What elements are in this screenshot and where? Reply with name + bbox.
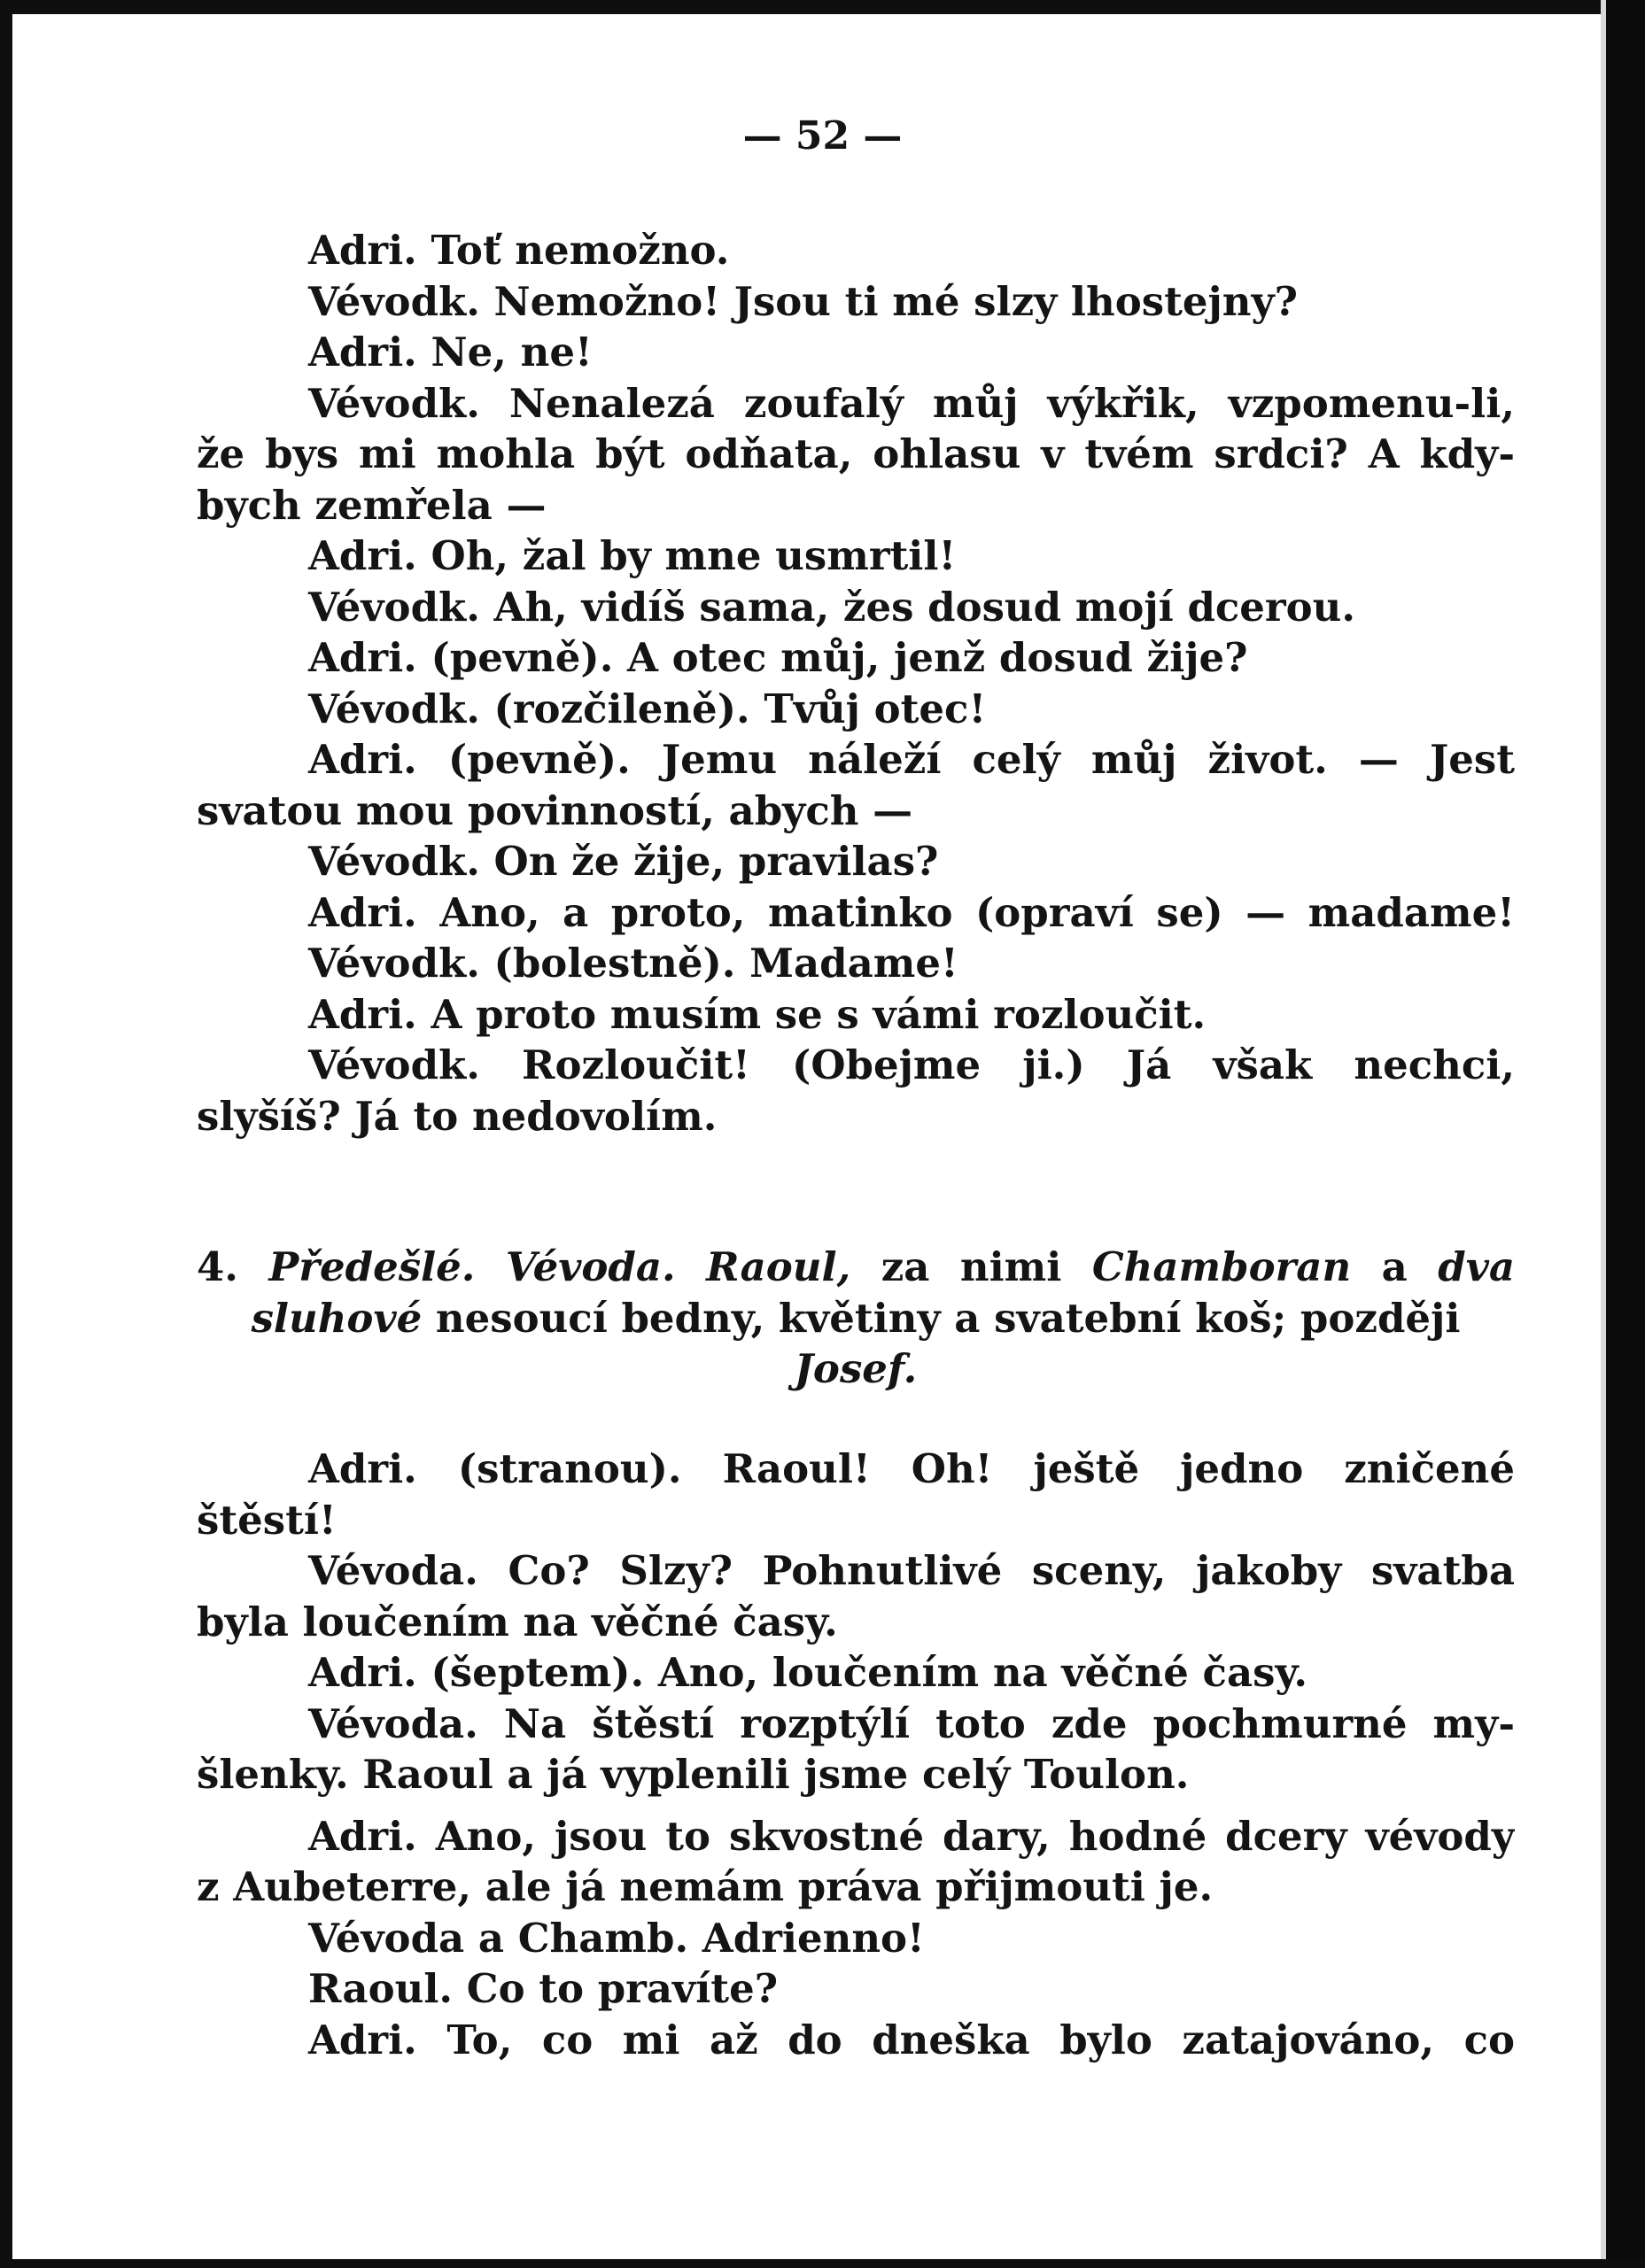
- text-line: Vévodk. Nenalezá zoufalý můj výkřik, vzpomenu-li,: [308, 379, 1515, 427]
- scene-heading-part: Josef.: [794, 1345, 918, 1392]
- scene-heading-part: a: [1381, 1243, 1408, 1290]
- dialogue-block-2: [197, 1444, 1515, 2065]
- text-line: Adri. Ano, a proto, matinko (opraví se) — madame!: [308, 888, 1515, 936]
- text-line: Adri. Ne, ne!: [308, 329, 593, 375]
- text-line: Raoul. Co to pravíte?: [308, 1965, 779, 2012]
- scene-heading: [197, 1242, 1515, 1395]
- text-line: Adri. Ano, jsou to skvostné dary, hodné dcery vévody: [308, 1812, 1515, 1860]
- text-line: že bys mi mohla být odňata, ohlasu v tvém srdci? A kdy-: [197, 430, 1515, 477]
- text-line: Vévodk. On že žije, pravilas?: [308, 838, 939, 885]
- scene-heading-part: dva: [1438, 1243, 1515, 1290]
- scene-heading-part: Předešlé.: [268, 1243, 476, 1290]
- text-line: Vévodk. Nemožno! Jsou ti mé slzy lhostejny?: [308, 277, 1299, 325]
- scene-heading-line: [197, 1293, 1515, 1344]
- text-line: Adri. (stranou). Raoul! Oh! ještě jedno zničené: [308, 1445, 1515, 1492]
- scene-heading-line: [197, 1242, 1515, 1293]
- text-line: svatou mou povinností, abych —: [197, 786, 913, 834]
- scene-heading-part: sluhové: [251, 1294, 423, 1342]
- scan-border-right: [1606, 0, 1645, 2268]
- text-line: Vévoda. Na štěstí rozptýlí toto zde pochmurné my-: [308, 1699, 1515, 1747]
- text-line: Vévodk. Ah, vidíš sama, žes dosud mojí dcerou.: [308, 583, 1356, 631]
- scene-heading-part: Raoul,: [706, 1243, 851, 1290]
- scene-heading-part: Vévoda.: [505, 1243, 676, 1290]
- scene-heading-line: [197, 1343, 1515, 1395]
- scene-heading-part: Chamboran: [1091, 1243, 1352, 1290]
- dialogue-block-1: [197, 225, 1515, 1142]
- text-line: slyšíš? Já to nedovolím.: [197, 1092, 718, 1140]
- text-line: Adri. Toť nemožno.: [308, 227, 730, 274]
- text-line: z Aubeterre, ale já nemám práva přijmouti je.: [197, 1863, 1214, 1910]
- text-line: byla loučením na věčné časy.: [197, 1598, 838, 1645]
- text-line: Vévodk. (rozčileně). Tvůj otec!: [308, 685, 987, 732]
- text-line: Adri. To, co mi až do dneška bylo zatajováno, co: [308, 2016, 1515, 2063]
- scan-border-left: [0, 0, 12, 2268]
- text-line: Adri. Oh, žal by mne usmrtil!: [308, 532, 957, 579]
- text-line: Vévoda a Chamb. Adrienno!: [308, 1914, 925, 1962]
- text-line: štěstí!: [197, 1496, 337, 1544]
- scene-number: 4.: [197, 1243, 238, 1290]
- scan-border-bottom: [0, 2259, 1645, 2268]
- paragraph-gap: [197, 1800, 1515, 1811]
- text-line: Vévodk. (bolestně). Madame!: [308, 940, 958, 987]
- text-line: Adri. (šeptem). Ano, loučením na věčné časy.: [308, 1649, 1308, 1696]
- scene-heading-part: nesoucí bedny, květiny a svatební koš; později: [435, 1294, 1461, 1342]
- scan-border-top: [0, 0, 1645, 14]
- text-line: Adri. (pevně). A otec můj, jenž dosud žije?: [308, 634, 1248, 681]
- text-line: bych zemřela —: [197, 481, 547, 529]
- text-line: Vévoda. Co? Slzy? Pohnutlivé sceny, jakoby svatba: [308, 1547, 1515, 1594]
- text-line: Vévodk. Rozloučit! (Obejme ji.) Já však nechci,: [308, 1041, 1515, 1088]
- text-line: Adri. (pevně). Jemu náleží celý můj život. — Jest: [308, 736, 1515, 783]
- text-line: Adri. A proto musím se s vámi rozloučit.: [308, 990, 1207, 1038]
- text-line: šlenky. Raoul a já vyplenili jsme celý Toulon.: [197, 1751, 1190, 1798]
- scene-heading-part: za nimi: [881, 1243, 1062, 1290]
- page-number: — 52 —: [742, 113, 903, 159]
